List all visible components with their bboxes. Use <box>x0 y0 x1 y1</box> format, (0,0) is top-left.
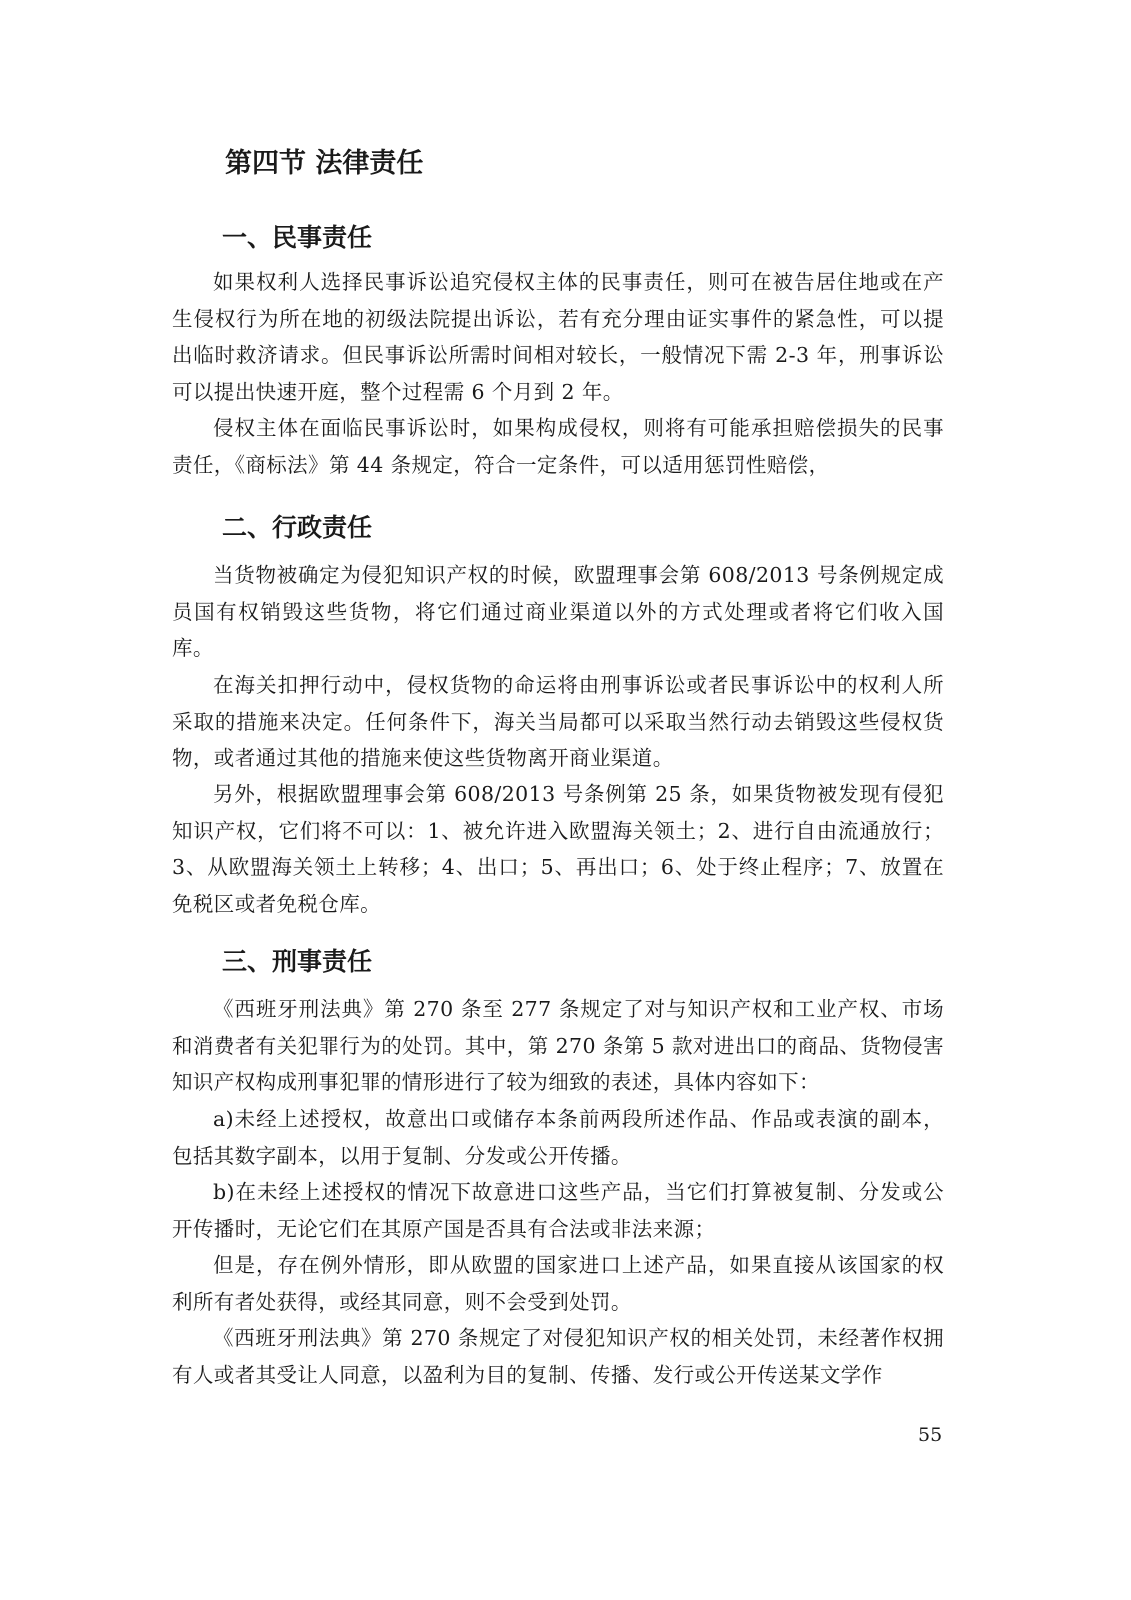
page-number: 55 <box>918 1424 943 1446</box>
paragraph: 在海关扣押行动中，侵权货物的命运将由刑事诉讼或者民事诉讼中的权利人所采取的措施来决定。任何条件下，海关当局都可以采取当然行动去销毁这些侵权货物，或者通过其他的措施来使这些货物离开商业渠道。 <box>172 673 944 770</box>
paragraph: b)在未经上述授权的情况下故意进口这些产品，当它们打算被复制、分发或公开传播时，无论它们在其原产国是否具有合法或非法来源； <box>172 1180 944 1241</box>
paragraph: 侵权主体在面临民事诉讼时，如果构成侵权，则将有可能承担赔偿损失的民事责任，《商标法》第 44 条规定，符合一定条件，可以适用惩罚性赔偿， <box>172 416 944 477</box>
paragraph: 当货物被确定为侵犯知识产权的时候，欧盟理事会第 608/2013 号条例规定成员国有权销毁这些货物，将它们通过商业渠道以外的方式处理或者将它们收入国库。 <box>172 563 944 660</box>
paragraph: 如果权利人选择民事诉讼追究侵权主体的民事责任，则可在被告居住地或在产生侵权行为所在地的初级法院提出诉讼，若有充分理由证实事件的紧急性，可以提出临时救济请求。但民事诉讼所需时间相对较长，一般情况下需 2-3 年，刑事诉讼可以提出快速开庭，整个过程需 6 个月到 2 年。 <box>172 270 944 404</box>
heading-criminal-liability: 三、刑事责任 <box>222 947 373 976</box>
section-title: 第四节 法律责任 <box>225 148 424 179</box>
paragraph: 《西班牙刑法典》第 270 条至 277 条规定了对与知识产权和工业产权、市场和消费者有关犯罪行为的处罚。其中，第 270 条第 5 款对进出口的商品、货物侵害知识产权构成刑事犯罪的情形进行了较为细致的表述，具体内容如下： <box>172 997 944 1094</box>
heading-civil-liability: 一、民事责任 <box>222 223 373 252</box>
paragraph: 但是，存在例外情形，即从欧盟的国家进口上述产品，如果直接从该国家的权利所有者处获得，或经其同意，则不会受到处罚。 <box>172 1253 944 1314</box>
heading-administrative-liability: 二、行政责任 <box>222 513 373 542</box>
paragraph: 《西班牙刑法典》第 270 条规定了对侵犯知识产权的相关处罚，未经著作权拥有人或者其受让人同意，以盈利为目的复制、传播、发行或公开传送某文学作 <box>172 1326 944 1387</box>
paragraph: 另外，根据欧盟理事会第 608/2013 号条例第 25 条，如果货物被发现有侵犯知识产权，它们将不可以：1、被允许进入欧盟海关领土；2、进行自由流通放行；3、从欧盟海关领土上转移；4、出口；5、再出口；6、处于终止程序；7、放置在免税区或者免税仓库。 <box>172 782 944 916</box>
paragraph: a)未经上述授权，故意出口或储存本条前两段所述作品、作品或表演的副本，包括其数字副本，以用于复制、分发或公开传播。 <box>172 1107 944 1168</box>
